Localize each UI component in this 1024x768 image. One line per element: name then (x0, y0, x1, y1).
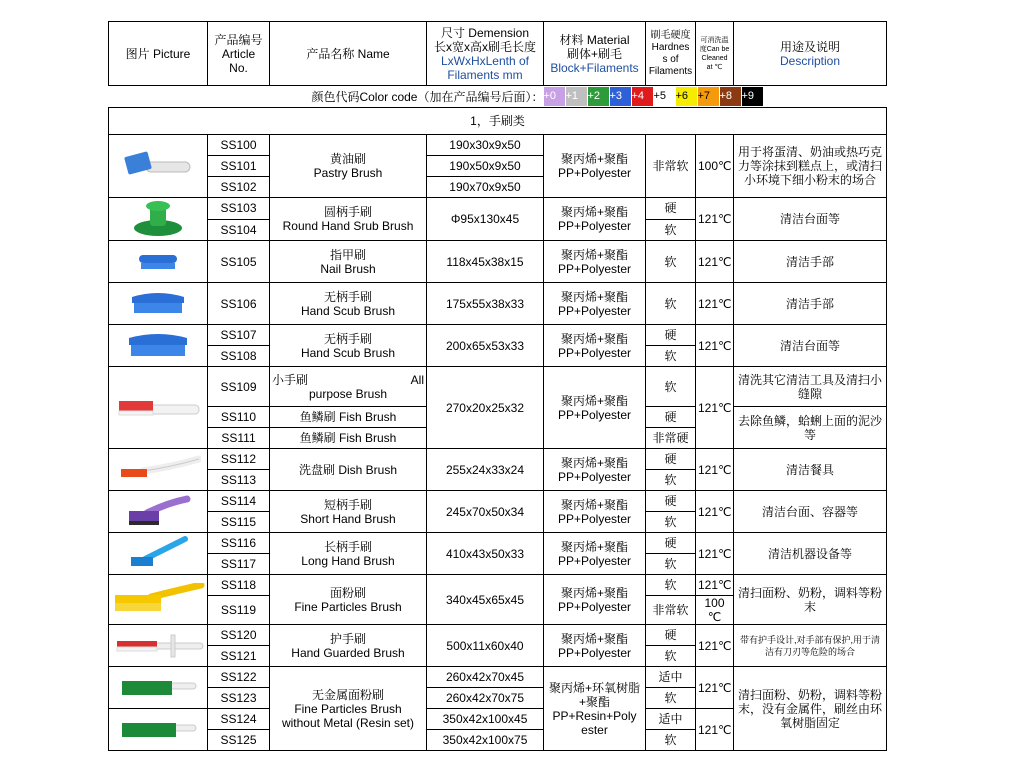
article-ss102: SS102 (208, 177, 270, 198)
header-dimension-en2: Filaments mm (447, 67, 523, 82)
temp-ss107: 121℃ (696, 325, 734, 367)
header-description-en: Description (779, 53, 841, 68)
material-cn: 聚丙烯+聚酯 (560, 585, 628, 600)
article-ss106: SS106 (208, 283, 270, 325)
desc-table: 清洁台面等 (734, 198, 887, 241)
color-box-0: +0 (544, 87, 565, 106)
material-en: PP+Polyester (557, 303, 632, 318)
hardness-ss116: 硬 (646, 533, 696, 554)
article-ss117: SS117 (208, 554, 270, 575)
name-scub2 (270, 325, 427, 367)
header-article-en2: No. (229, 60, 248, 75)
resin-brush-picture-1 (109, 667, 208, 709)
name-resin-cn: 无金属面粉刷 (311, 687, 384, 702)
hardness-ss110: 硬 (646, 407, 696, 428)
header-material-cn2: 刷体+刷毛 (566, 46, 622, 61)
name-guard-en: Hand Guarded Brush (291, 645, 405, 660)
material-en: PP+Polyester (557, 407, 632, 422)
table-row (109, 241, 887, 283)
article-ss116: SS116 (208, 533, 270, 554)
temp-ss118: 121℃ (696, 575, 734, 596)
material-resin-cn1: 聚丙烯+环氧树脂 (548, 680, 640, 695)
article-ss118: SS118 (208, 575, 270, 596)
name-dish: 洗盘刷 Dish Brush (270, 449, 427, 491)
small-brush-picture (109, 367, 208, 449)
hardness-ss113: 软 (646, 470, 696, 491)
name-resin (270, 667, 427, 751)
desc-fish: 去除鱼鳞，蛤蜊上面的泥沙等 (734, 407, 887, 449)
temp-ss120: 121℃ (696, 625, 734, 667)
name-small-line1 (272, 373, 424, 387)
material-ss112 (544, 449, 646, 491)
material-en: PP+Polyester (557, 166, 632, 180)
hardness-ss120: 硬 (646, 625, 696, 646)
header-cleaned (696, 22, 734, 86)
article-ss112: SS112 (208, 449, 270, 470)
material-ss105 (544, 241, 646, 283)
hardness-ss114: 硬 (646, 491, 696, 512)
dim-ss105: 118x45x38x15 (427, 241, 544, 283)
article-ss100: SS100 (208, 135, 270, 156)
material-ss120 (544, 625, 646, 667)
material-ss106 (544, 283, 646, 325)
header-material (544, 22, 646, 86)
hardness-ss108: 软 (646, 346, 696, 367)
dim-ss109: 270x20x25x32 (427, 367, 544, 449)
header-description (734, 22, 887, 86)
name-fish2: 鱼鳞刷 Fish Brush (270, 428, 427, 449)
dim-ss116: 410x43x50x33 (427, 533, 544, 575)
name-scub1-en: Hand Scub Brush (300, 303, 396, 318)
hardness-ss100: 非常软 (646, 135, 696, 198)
hardness-ss118: 软 (646, 575, 696, 596)
material-resin-en2: ester (581, 722, 608, 737)
article-ss114: SS114 (208, 491, 270, 512)
table-row (109, 491, 887, 512)
temp-ss124: 121℃ (696, 709, 734, 751)
dim-ss103: Φ95x130x45 (427, 198, 544, 241)
hardness-ss125: 软 (646, 730, 696, 751)
color-box-5: +5 (654, 87, 675, 106)
long-brush-picture (109, 533, 208, 575)
dim-ss118: 340x45x65x45 (427, 575, 544, 625)
material-ss114 (544, 491, 646, 533)
hardness-ss115: 软 (646, 512, 696, 533)
desc-dish: 清洁餐具 (734, 449, 887, 491)
name-fine-en: Fine Particles Brush (294, 599, 402, 614)
article-ss109: SS109 (208, 367, 270, 407)
article-ss119: SS119 (208, 596, 270, 625)
desc-tools: 清洗其它清洁工具及清扫小缝隙 (734, 367, 887, 407)
hardness-ss104: 软 (646, 219, 696, 241)
header-name: 产品名称 Name (270, 22, 427, 86)
name-pastry-cn: 黄油刷 (329, 152, 366, 166)
desc-table2: 清洁台面等 (734, 325, 887, 367)
header-hardness-en1: Hardnes (651, 41, 690, 53)
dim-ss125: 350x42x100x75 (427, 730, 544, 751)
material-ss100 (544, 135, 646, 198)
header-dimension-cn2: 长x宽x高x刷毛长度 (433, 39, 536, 54)
pastry-brush-picture (109, 135, 208, 198)
material-ss107 (544, 325, 646, 367)
header-hardness (646, 22, 696, 86)
color-box-8: +8 (720, 87, 741, 106)
article-ss122: SS122 (208, 667, 270, 688)
name-resin-en2: without Metal (Resin set) (281, 715, 415, 730)
material-cn: 聚丙烯+聚酯 (560, 497, 628, 512)
material-cn: 聚丙烯+聚酯 (560, 393, 628, 408)
dim-ss102: 190x70x9x50 (427, 177, 544, 198)
desc-guard: 带有护手设计,对手部有保护,用于清洁有刀刃等危险的场合 (734, 625, 887, 667)
color-box-9: +9 (742, 87, 763, 106)
header-hardness-en3: Filaments (648, 65, 693, 77)
table-row (109, 533, 887, 554)
color-box-1: +1 (566, 87, 587, 106)
name-short-en: Short Hand Brush (300, 511, 396, 526)
name-small (270, 367, 427, 407)
name-long-en: Long Hand Brush (301, 553, 395, 568)
name-nail-cn: 指甲刷 (329, 247, 366, 262)
table-row (109, 367, 887, 407)
color-box-3: +3 (610, 87, 631, 106)
header-dimension-cn: 尺寸 Demension (440, 25, 530, 40)
name-long-cn: 长柄手刷 (323, 539, 372, 554)
name-nail (270, 241, 427, 283)
temp-ss106: 121℃ (696, 283, 734, 325)
name-guard (270, 625, 427, 667)
article-ss105: SS105 (208, 241, 270, 283)
temp-ss119: 100 ℃ (696, 596, 734, 625)
table-row (109, 667, 887, 688)
dim-ss123: 260x42x70x75 (427, 688, 544, 709)
header-material-en: Block+Filaments (550, 60, 639, 75)
product-table (108, 21, 887, 751)
hardness-ss119: 非常软 (646, 596, 696, 625)
short-brush-picture (109, 491, 208, 533)
table-row (109, 135, 887, 156)
name-fish1: 鱼鳞刷 Fish Brush (270, 407, 427, 428)
material-en: PP+Polyester (557, 511, 632, 526)
temp-ss116: 121℃ (696, 533, 734, 575)
table-row (109, 625, 887, 646)
header-article-en1: Article (221, 46, 256, 61)
hardness-ss111: 非常硬 (646, 428, 696, 449)
name-small-en: purpose Brush (308, 386, 388, 401)
name-pastry-en: Pastry Brush (313, 166, 383, 180)
material-ss103 (544, 198, 646, 241)
scub-brush-large-picture (109, 325, 208, 367)
hardness-ss106: 软 (646, 283, 696, 325)
nail-brush-picture (109, 241, 208, 283)
material-ss116 (544, 533, 646, 575)
hardness-ss121: 软 (646, 646, 696, 667)
name-resin-en1: Fine Particles Brush (294, 701, 402, 716)
header-row (109, 22, 887, 86)
temp-ss103: 121℃ (696, 198, 734, 241)
table-row (109, 198, 887, 220)
table-row (109, 325, 887, 346)
article-ss108: SS108 (208, 346, 270, 367)
section-title: 1，手刷类 (109, 108, 887, 135)
article-ss115: SS115 (208, 512, 270, 533)
table-row (109, 449, 887, 470)
hardness-ss105: 软 (646, 241, 696, 283)
material-resin-en1: PP+Resin+Poly (552, 708, 637, 723)
color-box-4: +4 (632, 87, 653, 106)
material-cn: 聚丙烯+聚酯 (560, 539, 628, 554)
hardness-ss123: 软 (646, 688, 696, 709)
header-cleaned-cn: 可消洗温 (700, 36, 729, 44)
dim-ss107: 200x65x53x33 (427, 325, 544, 367)
name-guard-cn: 护手刷 (329, 631, 366, 646)
material-ss118 (544, 575, 646, 625)
hardness-ss103: 硬 (646, 198, 696, 220)
hardness-ss117: 软 (646, 554, 696, 575)
material-cn: 聚丙烯+聚酯 (560, 205, 628, 219)
hardness-ss124: 适中 (646, 709, 696, 730)
header-picture: 图片 Picture (109, 22, 208, 86)
header-description-cn: 用途及说明 (779, 39, 840, 54)
table-row (109, 575, 887, 596)
desc-pastry: 用于将蛋清、奶油或热巧克力等涂抹到糕点上，或清扫小环境下细小粉末的场合 (734, 135, 887, 198)
name-scub2-en: Hand Scub Brush (300, 345, 396, 360)
material-en: PP+Polyester (557, 553, 632, 568)
temp-ss100: 100℃ (696, 135, 734, 198)
table-row (109, 283, 887, 325)
name-round-cn: 圆柄手刷 (323, 205, 372, 219)
name-scub2-cn: 无柄手刷 (323, 331, 372, 346)
name-short-cn: 短柄手刷 (323, 497, 372, 512)
name-small-cn: 小手刷 (272, 372, 309, 387)
header-hardness-en2: s of (662, 53, 679, 65)
article-ss111: SS111 (208, 428, 270, 449)
name-scub1-cn: 无柄手刷 (323, 289, 372, 304)
dim-ss124: 350x42x100x45 (427, 709, 544, 730)
material-resin-cn2: +聚酯 (578, 694, 610, 709)
color-box-7: +7 (698, 87, 719, 106)
material-en: PP+Polyester (557, 599, 632, 614)
desc-flour: 清扫面粉、奶粉，调料等粉末 (734, 575, 887, 625)
temp-ss114: 121℃ (696, 491, 734, 533)
name-long (270, 533, 427, 575)
article-ss123: SS123 (208, 688, 270, 709)
dish-brush-picture (109, 449, 208, 491)
material-en: PP+Polyester (557, 219, 632, 233)
article-ss101: SS101 (208, 156, 270, 177)
dim-ss122: 260x42x70x45 (427, 667, 544, 688)
hardness-ss107: 硬 (646, 325, 696, 346)
name-fine (270, 575, 427, 625)
article-ss120: SS120 (208, 625, 270, 646)
desc-resin: 清扫面粉、奶粉，调料等粉末，没有金属件，刷丝由环氧树脂固定 (734, 667, 887, 751)
header-dimension-en1: LxWxHxLenth of (440, 53, 530, 68)
dim-ss112: 255x24x33x24 (427, 449, 544, 491)
header-material-cn: 材料 Material (559, 32, 630, 47)
dim-ss101: 190x50x9x50 (427, 156, 544, 177)
header-article (208, 22, 270, 86)
hardness-ss109: 软 (646, 367, 696, 407)
article-ss121: SS121 (208, 646, 270, 667)
section-row (109, 108, 887, 135)
name-small-en-all: All (410, 372, 424, 387)
name-fine-cn: 面粉刷 (329, 585, 366, 600)
article-ss103: SS103 (208, 198, 270, 220)
header-cleaned-en1: 度Can be (699, 45, 730, 53)
article-ss125: SS125 (208, 730, 270, 751)
material-en: PP+Polyester (557, 345, 632, 360)
color-box-6: +6 (676, 87, 697, 106)
desc-container: 清洁台面、容器等 (734, 491, 887, 533)
material-cn: 聚丙烯+聚酯 (560, 247, 628, 262)
material-cn: 聚丙烯+聚酯 (560, 289, 628, 304)
dim-ss106: 175x55x38x33 (427, 283, 544, 325)
material-en: PP+Polyester (557, 261, 632, 276)
temp-ss109: 121℃ (696, 367, 734, 449)
name-nail-en: Nail Brush (320, 261, 376, 276)
round-brush-picture (109, 198, 208, 241)
material-cn: 聚丙烯+聚酯 (560, 331, 628, 346)
temp-ss105: 121℃ (696, 241, 734, 283)
material-ss109 (544, 367, 646, 449)
article-ss113: SS113 (208, 470, 270, 491)
desc-machine: 清洁机器设备等 (734, 533, 887, 575)
dim-ss120: 500x11x60x40 (427, 625, 544, 667)
scub-brush-picture (109, 283, 208, 325)
article-ss107: SS107 (208, 325, 270, 346)
material-cn: 聚丙烯+聚酯 (560, 631, 628, 646)
product-sheet (108, 21, 886, 746)
article-ss110: SS110 (208, 407, 270, 428)
header-hardness-cn: 刷毛硬度 (650, 29, 691, 41)
resin-brush-picture-2 (109, 709, 208, 751)
material-en: PP+Polyester (557, 645, 632, 660)
name-round (270, 198, 427, 241)
header-article-cn: 产品编号 (214, 32, 263, 47)
name-scub1 (270, 283, 427, 325)
name-short (270, 491, 427, 533)
name-pastry (270, 135, 427, 198)
article-ss124: SS124 (208, 709, 270, 730)
header-cleaned-en2: Cleaned (701, 54, 728, 62)
fine-brush-picture (109, 575, 208, 625)
name-round-en: Round Hand Srub Brush (282, 219, 414, 233)
temp-ss112: 121℃ (696, 449, 734, 491)
color-box-2: +2 (588, 87, 609, 106)
material-ss122 (544, 667, 646, 751)
color-code-swatches (544, 86, 887, 108)
material-cn: 聚丙烯+聚酯 (560, 455, 628, 470)
hardness-ss112: 硬 (646, 449, 696, 470)
guard-brush-picture (109, 625, 208, 667)
desc-hand2: 清洁手部 (734, 283, 887, 325)
article-ss104: SS104 (208, 219, 270, 241)
color-code-label: 颜色代码Color code（加在产品编号后面）： (311, 89, 544, 104)
header-dimension (427, 22, 544, 86)
material-cn: 聚丙烯+聚酯 (560, 152, 628, 166)
hardness-ss122: 适中 (646, 667, 696, 688)
material-en: PP+Polyester (557, 469, 632, 484)
dim-ss100: 190x30x9x50 (427, 135, 544, 156)
temp-ss122: 121℃ (696, 667, 734, 709)
header-cleaned-en3: at ℃ (706, 63, 723, 71)
dim-ss114: 245x70x50x34 (427, 491, 544, 533)
color-code-row (109, 86, 887, 108)
desc-hand1: 清洁手部 (734, 241, 887, 283)
